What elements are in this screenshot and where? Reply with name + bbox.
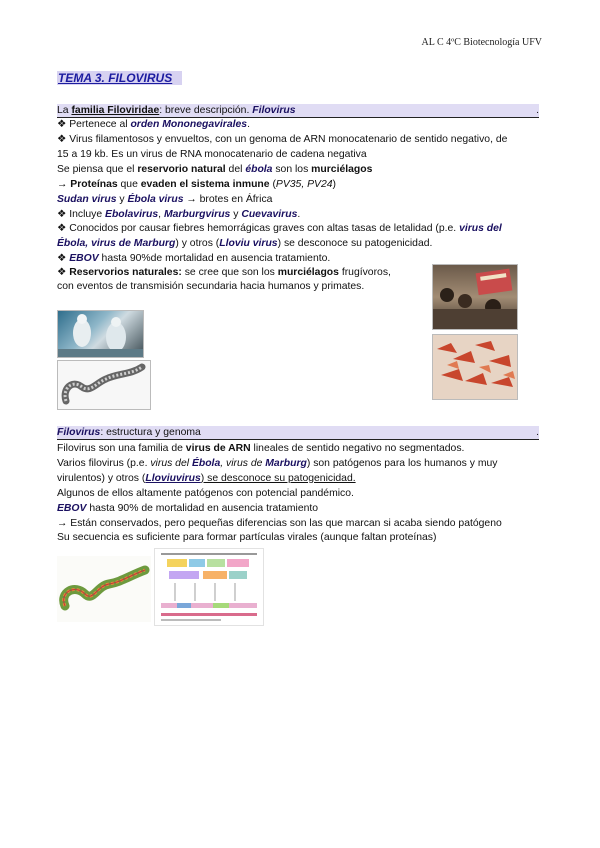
text-line: ❖ Reservorios naturales: se cree que son los murciélagos frugívoros, — [57, 267, 391, 278]
bats-photo — [432, 334, 518, 400]
heading-end: . — [536, 105, 539, 116]
text-line: Filovirus son una familia de virus de ARN lineales de sentido negativo no segmentados. — [57, 443, 465, 454]
text-line: EBOV hasta 90% de mortalidad en ausencia tratamiento — [57, 503, 319, 514]
green-filament-icon — [57, 556, 151, 622]
virion-micrograph — [57, 360, 151, 410]
heading-text: : estructura y genoma — [100, 427, 201, 438]
heading-family: familia Filoviridae — [71, 105, 160, 116]
text-line: Se piensa que el reservorio natural del ébola son los murciélagos — [57, 164, 373, 175]
heading-genus: Filovirus — [252, 105, 296, 116]
text-line: ❖ Conocidos por causar fiebres hemorrágicas graves con altas tasas de letalidad (p.e. virus del — [57, 223, 502, 234]
text-line: 15 a 19 kb. Es un virus de RNA monocatenario de cadena negativa — [57, 149, 367, 160]
hazmat-figures-icon — [58, 311, 143, 357]
section-heading-2 — [57, 426, 539, 440]
text-line: virulentos) y otros (Lloviuvirus) se desconoce su patogenicidad. — [57, 473, 356, 484]
text-line: ❖ Pertenece al orden Mononegavirales. — [57, 119, 250, 130]
crowd-figures-icon — [433, 265, 517, 329]
heading-genus: Filovirus — [57, 427, 101, 438]
text-line: Ébola, virus de Marburg) y otros (Lloviu virus) se desconoce su patogenicidad. — [57, 238, 433, 249]
hanging-bats-icon — [433, 335, 517, 399]
heading-text: La — [57, 105, 72, 116]
text-line: ❖ Incluye Ebolavirus, Marburgvirus y Cuevavirus. — [57, 209, 301, 220]
text-line: ❖ Virus filamentosos y envueltos, con un genoma de ARN monocatenario de sentido negativo, de — [57, 134, 508, 145]
text-line: Varios filovirus (p.e. virus del Ébola, virus de Marburg) son patógenos para los humanos y muy — [57, 458, 498, 469]
text-line: con eventos de transmisión secundaria hacia humanos y primates. — [57, 281, 365, 292]
page-title: TEMA 3. FILOVIRUS — [57, 71, 182, 85]
section-heading-1 — [57, 104, 539, 118]
text-line: ❖ EBOV hasta 90%de mortalidad en ausencia tratamiento. — [57, 253, 331, 264]
crowd-photo — [432, 264, 518, 330]
genome-organization-diagram — [154, 548, 264, 626]
hazmat-workers-photo — [57, 310, 144, 358]
virion-structure-diagram — [57, 556, 151, 622]
text-line: → Proteínas que evaden el sistema inmune (PV35, PV24) — [57, 179, 337, 190]
text-line: Sudan virus y Ébola virus → brotes en África — [57, 194, 273, 205]
page-header: AL C 4ºC Biotecnología UFV — [421, 37, 542, 48]
text-line: Algunos de ellos altamente patógenos con potencial pandémico. — [57, 488, 354, 499]
heading-text: : breve descripción. — [159, 105, 253, 116]
genome-map-icon — [155, 549, 263, 625]
text-line: → Están conservados, pero pequeñas diferencias son las que marcan si acaba siendo patógeno — [57, 518, 502, 529]
heading-end: . — [536, 427, 539, 438]
text-line: Su secuencia es suficiente para formar partículas virales (aunque faltan proteínas) — [57, 532, 437, 543]
filament-virion-icon — [58, 361, 150, 409]
